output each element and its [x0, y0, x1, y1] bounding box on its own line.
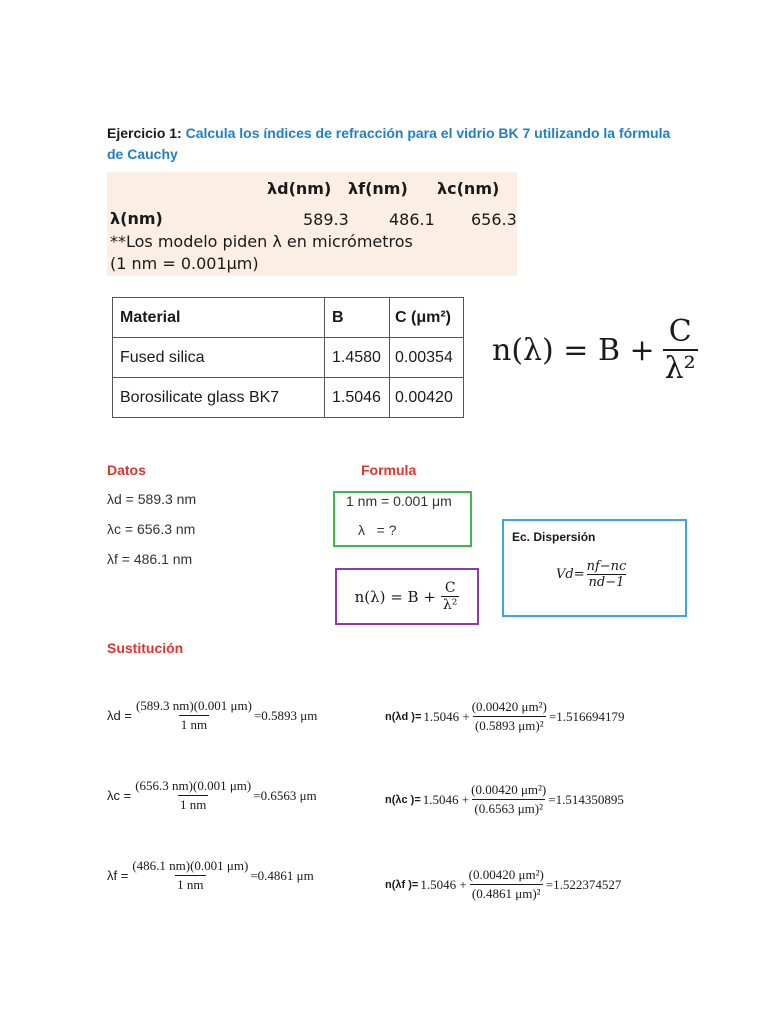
exercise-statement: Calcula los índices de refracción para el vidrio BK 7 utilizando la fórmula de Cauchy	[107, 125, 671, 162]
idx-fraction	[470, 698, 549, 735]
eq-denominator: 1 nm	[180, 717, 208, 732]
formula-heading: Formula	[361, 462, 417, 478]
dispersion-fraction	[585, 559, 629, 590]
boxed-denominator: λ²	[442, 597, 458, 613]
datos-item: λf = 486.1 nm	[107, 551, 193, 567]
index-equation-c	[385, 781, 624, 818]
exercise-prefix: Ejercicio 1:	[107, 125, 182, 141]
value-lambda-f: 486.1	[389, 210, 435, 229]
header-lambda-f: λf(nm)	[348, 179, 408, 198]
dispersion-equation	[556, 559, 628, 590]
boxed-cauchy-formula	[335, 568, 479, 625]
header-c-text: C (μm²)	[395, 308, 451, 326]
header-material: Material	[113, 298, 325, 338]
eq-fraction	[134, 697, 254, 734]
idx-numerator: (0.00420 μm²)	[471, 699, 547, 714]
eq-result: =0.5893 μm	[253, 707, 318, 723]
idx-b: 1.5046 +	[423, 708, 470, 724]
table-row	[113, 338, 464, 378]
header-lambda-d: λd(nm)	[267, 179, 332, 198]
cauchy-lhs: n(λ) = B +	[492, 332, 655, 368]
header-lambda-c: λc(nm)	[437, 179, 500, 198]
header-b: B	[325, 298, 390, 338]
idx-fraction	[467, 866, 546, 903]
table-header-row	[113, 298, 464, 338]
datos-item: λd = 589.3 nm	[107, 491, 197, 507]
cell-material: Fused silica	[113, 338, 325, 378]
dispersion-label: Ec. Dispersión	[512, 530, 596, 544]
wavelength-box	[107, 172, 517, 276]
idx-result: =1.516694179	[548, 708, 625, 724]
note-micrometers: **Los modelo piden λ en micrómetros	[110, 232, 413, 251]
idx-fraction	[469, 781, 548, 818]
boxed-fraction	[441, 580, 460, 613]
idx-result: =1.514350895	[548, 791, 624, 807]
eq-lhs: λc =	[107, 788, 132, 803]
idx-b: 1.5046 +	[422, 791, 470, 807]
idx-b: 1.5046 +	[420, 876, 467, 892]
row-label-lambda: λ(nm)	[110, 209, 163, 228]
cauchy-formula	[492, 314, 698, 386]
idx-result: =1.522374527	[545, 876, 622, 892]
dispersion-numerator: nf−nc	[586, 559, 627, 574]
eq-fraction	[133, 777, 253, 814]
unknown-line: λ = ?	[358, 522, 397, 538]
exercise-title	[107, 123, 687, 165]
idx-lhs: n(λd )=	[385, 710, 422, 723]
eq-lhs: λf =	[107, 868, 129, 883]
eq-fraction	[130, 857, 250, 894]
material-table	[112, 297, 464, 418]
eq-result: =0.4861 μm	[250, 867, 314, 883]
eq-denominator: 1 nm	[177, 877, 204, 892]
idx-lhs: n(λf )=	[385, 878, 419, 891]
conversion-equation-d	[107, 697, 317, 734]
cauchy-denominator: λ²	[664, 351, 696, 386]
datos-heading: Datos	[107, 462, 146, 478]
cauchy-fraction	[663, 314, 698, 386]
idx-denominator: (0.4861 μm)²	[471, 886, 541, 901]
eq-numerator: (589.3 nm)(0.001 μm)	[135, 698, 252, 713]
conversion-box	[333, 491, 472, 547]
conversion-line: 1 nm = 0.001 μm	[346, 493, 452, 509]
conversion-equation-f	[107, 857, 314, 894]
eq-numerator: (656.3 nm)(0.001 μm)	[135, 778, 252, 793]
idx-lhs: n(λc )=	[385, 793, 421, 806]
eq-result: =0.6563 μm	[253, 787, 317, 803]
idx-denominator: (0.5893 μm)²	[474, 718, 544, 733]
idx-denominator: (0.6563 μm)²	[474, 801, 543, 816]
table-row	[113, 378, 464, 418]
boxed-lhs: n(λ) = B +	[354, 587, 436, 606]
eq-lhs: λd =	[107, 708, 132, 723]
cell-c: 0.00420	[390, 378, 464, 418]
dispersion-denominator: nd−1	[588, 575, 625, 590]
note-conversion: (1 nm = 0.001μm)	[110, 254, 259, 273]
boxed-numerator: C	[444, 580, 456, 596]
cell-material: Borosilicate glass BK7	[113, 378, 325, 418]
index-equation-d	[385, 698, 624, 735]
conversion-equation-c	[107, 777, 317, 814]
index-equation-f	[385, 866, 621, 903]
cell-c: 0.00354	[390, 338, 464, 378]
cauchy-numerator: C	[668, 314, 692, 349]
cell-b: 1.5046	[325, 378, 390, 418]
eq-denominator: 1 nm	[180, 797, 207, 812]
idx-numerator: (0.00420 μm²)	[471, 782, 547, 797]
cell-b: 1.4580	[325, 338, 390, 378]
value-lambda-d: 589.3	[303, 210, 349, 229]
value-lambda-c: 656.3	[471, 210, 517, 229]
eq-numerator: (486.1 nm)(0.001 μm)	[132, 858, 249, 873]
dispersion-box	[502, 519, 687, 617]
idx-numerator: (0.00420 μm²)	[468, 867, 544, 882]
dispersion-lhs: Vd=	[556, 567, 585, 582]
sustitucion-heading: Sustitución	[107, 640, 184, 656]
datos-item: λc = 656.3 nm	[107, 521, 196, 537]
header-c	[390, 298, 464, 338]
